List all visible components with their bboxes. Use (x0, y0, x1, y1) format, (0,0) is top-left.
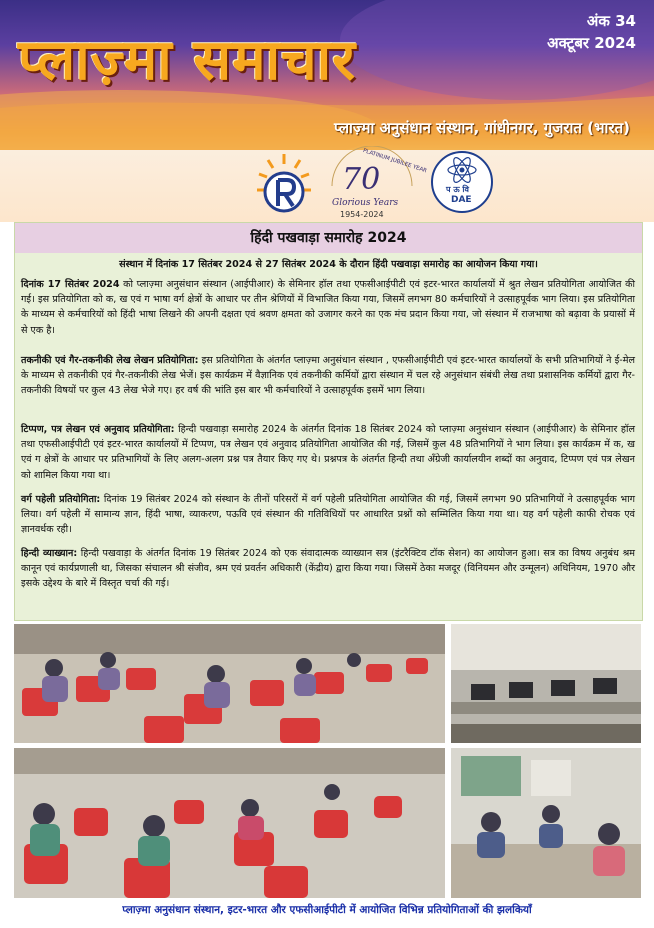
article-intro: संस्थान में दिनांक 17 सितंबर 2024 से 27 सितंबर 2024 के दौरान हिंदी पखवाड़ा समारोह का आयोजन किया गया। (119, 259, 538, 270)
paragraph-text: दिनांक 19 सितंबर 2024 को संस्थान के तीनों परिसरों में वर्ग पहेली प्रतियोगिता आयोजित की गई, जिसमें लगभग 90 प्रतिभागियों ने उत्साहपूर्वक भाग लिया। वर्ग पहेली में सामान्य ज्ञान, हिंदी भाषा, व्याकरण, पऊवि एवं संस्थान की गतिविधियों पर आधारित प्रश्नों को सम्मिलित किया गया था। यह वर्ग पहेली काफी रोचक एवं ज्ञानवर्धक रही। (21, 494, 636, 536)
paragraph-dictation (21, 277, 635, 338)
ipr-logo-icon (254, 150, 314, 218)
photo-competition-hall-image (14, 748, 445, 898)
photo-competition-hall (14, 748, 445, 898)
institute-name: प्लाज़्मा अनुसंधान संस्थान, गांधीनगर, गुजरात (भारत) (333, 119, 630, 137)
paragraph-crossword (21, 492, 635, 538)
issue-info (547, 10, 636, 54)
paragraph-lead: हिन्दी व्याख्यान: (21, 548, 78, 559)
jubilee-text: PLATINUM JUBILEE YEAR (362, 148, 428, 175)
platinum-jubilee-logo (324, 146, 428, 222)
photo-seminar-hall-image (14, 624, 445, 743)
article-section (14, 222, 643, 621)
photo-computer-lab-image (451, 624, 641, 743)
jubilee-number: 70 (342, 162, 381, 197)
newsletter-title: प्लाज़्मा समाचार (18, 27, 357, 93)
dae-logo (426, 146, 498, 222)
photo-caption: प्लाज़्मा अनुसंधान संस्थान, इटर-भारत और एफसीआईपीटी में आयोजित विभिन्न प्रतियोगिताओं की झलकियाँ (122, 904, 532, 916)
paragraph-text: हिन्दी पखवाड़ा समारोह 2024 के अंतर्गत दिनांक 18 सितंबर 2024 को प्लाज़्मा अनुसंधान संस्थान (आईपीआर) के सेमिनार हॉल तथा एफसीआईपीटी एवं इटर-भारत कार्यालयों में टिप्पण, पत्र लेखन एवं अनुवाद प्रतियोगिता आयोजित की गई, जिसमें कुल 48 प्रतिभागियों ने भाग लिया। इस कार्यक्रम में क, ख एवं ग क्षेत्रों के आधार पर प्रतिभागियों के लिए अलग-अलग प्रश्न पत्र तैयार किए गए थे। प्रश्नपत्र के अंतर्गत हिन्दी तथा अँग्रेजी कार्यालयीन शब्दों का अनुवाद, टिप्पण एवं पत्र लेखन को शामिल किया गया था। (21, 424, 635, 481)
masthead (0, 0, 654, 150)
issue-date: अक्टूबर 2024 (547, 34, 636, 52)
paragraph-lead: तकनीकी एवं गैर-तकनीकी लेख लेखन प्रतियोगिता: (21, 355, 199, 366)
paragraph-lead: टिप्पण, पत्र लेखन एवं अनुवाद प्रतियोगिता: (21, 424, 175, 435)
photo-seminar-hall (14, 624, 445, 743)
paragraph-lead: दिनांक 17 सितंबर 2024 (21, 279, 120, 290)
photo-office-competition (451, 748, 641, 898)
dae-hindi: प ऊ वि (446, 185, 469, 194)
paragraph-lead: वर्ग पहेली प्रतियोगिता: (21, 494, 101, 505)
jubilee-years: 1954-2024 (340, 210, 384, 219)
dae-text: DAE (451, 195, 472, 205)
photo-office-competition-image (451, 748, 641, 898)
paragraph-text: को प्लाज़्मा अनुसंधान संस्थान (आईपीआर) के सेमिनार हॉल तथा एफसीआईपीटी एवं इटर-भारत कार्यालयों में श्रुत लेखन प्रतियोगिता आयोजित की गई। इस प्रतियोगिता को क, ख एवं ग भाषा वर्ग क्षेत्रों के आधार पर तीन श्रेणियों में विभाजित किया गया, जिसमें लगभग 80 कर्मचारियों ने उत्साहपूर्वक भाग लिया। इस प्रतियोगिता के माध्यम से कर्मचारियों को हिंदी भाषा लिखने की अपनी दक्षता एवं श्रवण क्षमता को उजागर करने का एक मंच प्रदान किया गया, जो संस्थान में राजभाषा को बढ़ावा के प्रयासों में से एक है। (21, 279, 635, 336)
jubilee-glory: Glorious Years (332, 198, 399, 208)
paragraph-text: इस प्रतियोगिता के अंतर्गत प्लाज़्मा अनुसंधान संस्थान , एफसीआईपीटी एवं इटर-भारत कार्यालयों के सभी प्रतिभागियों ने ई-मेल के माध्यम से तकनीकी एवं गैर-तकनीकी लेख भेजें। इस कार्यक्रम में वैज्ञानिक एवं तकनीकी कर्मियों द्वारा संस्थान में चल रहे अनुसंधान संबंधी लेख तथा प्रशासनिक कर्मियों द्वारा गैर-तकनीकी विषयों पर कुल 43 लेख भेजे गए। हर वर्ष की भांति इस बार भी कर्मचारियों ने उत्साहपूर्वक इसमें भाग लिया। (21, 355, 635, 397)
issue-number: अंक 34 (586, 12, 636, 30)
paragraph-article-writing (21, 353, 635, 399)
paragraph-lecture (21, 546, 635, 592)
photo-computer-lab (451, 624, 641, 743)
article-title: हिंदी पखवाड़ा समारोह 2024 (15, 223, 642, 253)
paragraph-text: हिन्दी पखवाड़ा के अंतर्गत दिनांक 19 सितंबर 2024 को एक संवादात्मक व्याख्यान सत्र (इंटरैक्टिव टॉक सेशन) का आयोजन हुआ। सत्र का विषय अनुबंध श्रम कानून एवं कार्यप्रणाली था, जिसका संचालन श्री संजीव, श्रम एवं प्रवर्तन अधिकारी (केंद्रीय) द्वारा किया गया। जिसमें ठेका मजदूर (विनियमन और उन्मूलन) अधिनियम, 1970 और इसके उद्देश्य के बारे में विस्तृत चर्चा की गई। (21, 548, 635, 590)
paragraph-noting-translation (21, 422, 635, 483)
